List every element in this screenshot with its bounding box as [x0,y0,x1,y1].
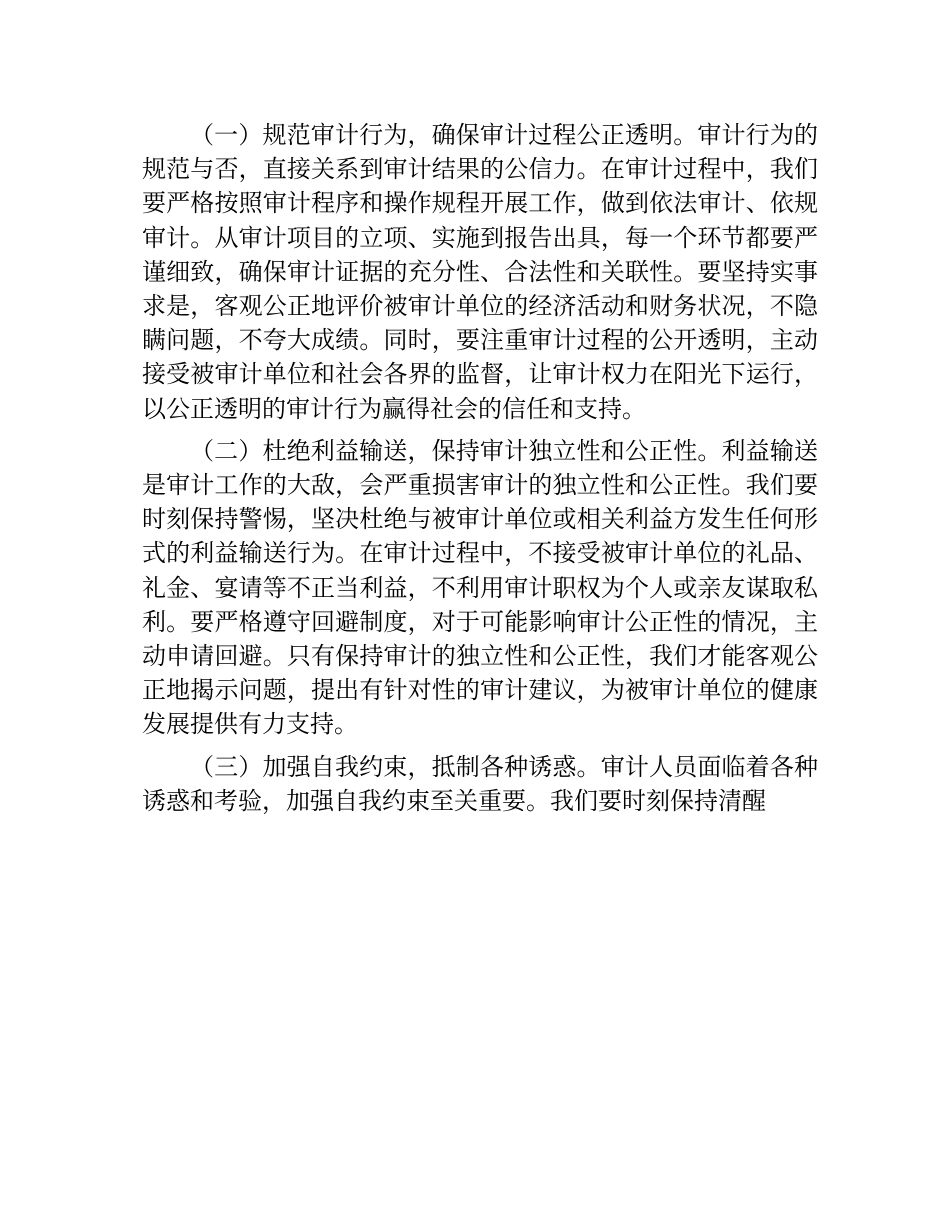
paragraph-1: （一）规范审计行为，确保审计过程公正透明。审计行为的规范与否，直接关系到审计结果的公信力。在审计过程中，我们要严格按照审计程序和操作规程开展工作，做到依法审计、依规审计。从审计项目的立项、实施到报告出具，每一个环节都要严谨细致，确保审计证据的充分性、合法性和关联性。要坚持实事求是，客观公正地评价被审计单位的经济活动和财务状况，不隐瞒问题，不夸大成绩。同时，要注重审计过程的公开透明，主动接受被审计单位和社会各界的监督，让审计权力在阳光下运行，以公正透明的审计行为赢得社会的信任和支持。 [142,121,818,423]
document-body [142,118,818,826]
paragraph-3: （三）加强自我约束，抵制各种诱惑。审计人员面临着各种诱惑和考验，加强自我约束至关重要。我们要时刻保持清醒 [142,752,818,815]
paragraph-2: （二）杜绝利益输送，保持审计独立性和公正性。利益输送是审计工作的大敌，会严重损害审计的独立性和公正性。我们要时刻保持警惕，坚决杜绝与被审计单位或相关利益方发生任何形式的利益输送行为。在审计过程中，不接受被审计单位的礼品、礼金、宴请等不正当利益，不利用审计职权为个人或亲友谋取私利。要严格遵守回避制度，对于可能影响审计公正性的情况，主动申请回避。只有保持审计的独立性和公正性，我们才能客观公正地揭示问题，提出有针对性的审计建议，为被审计单位的健康发展提供有力支持。 [142,436,818,739]
